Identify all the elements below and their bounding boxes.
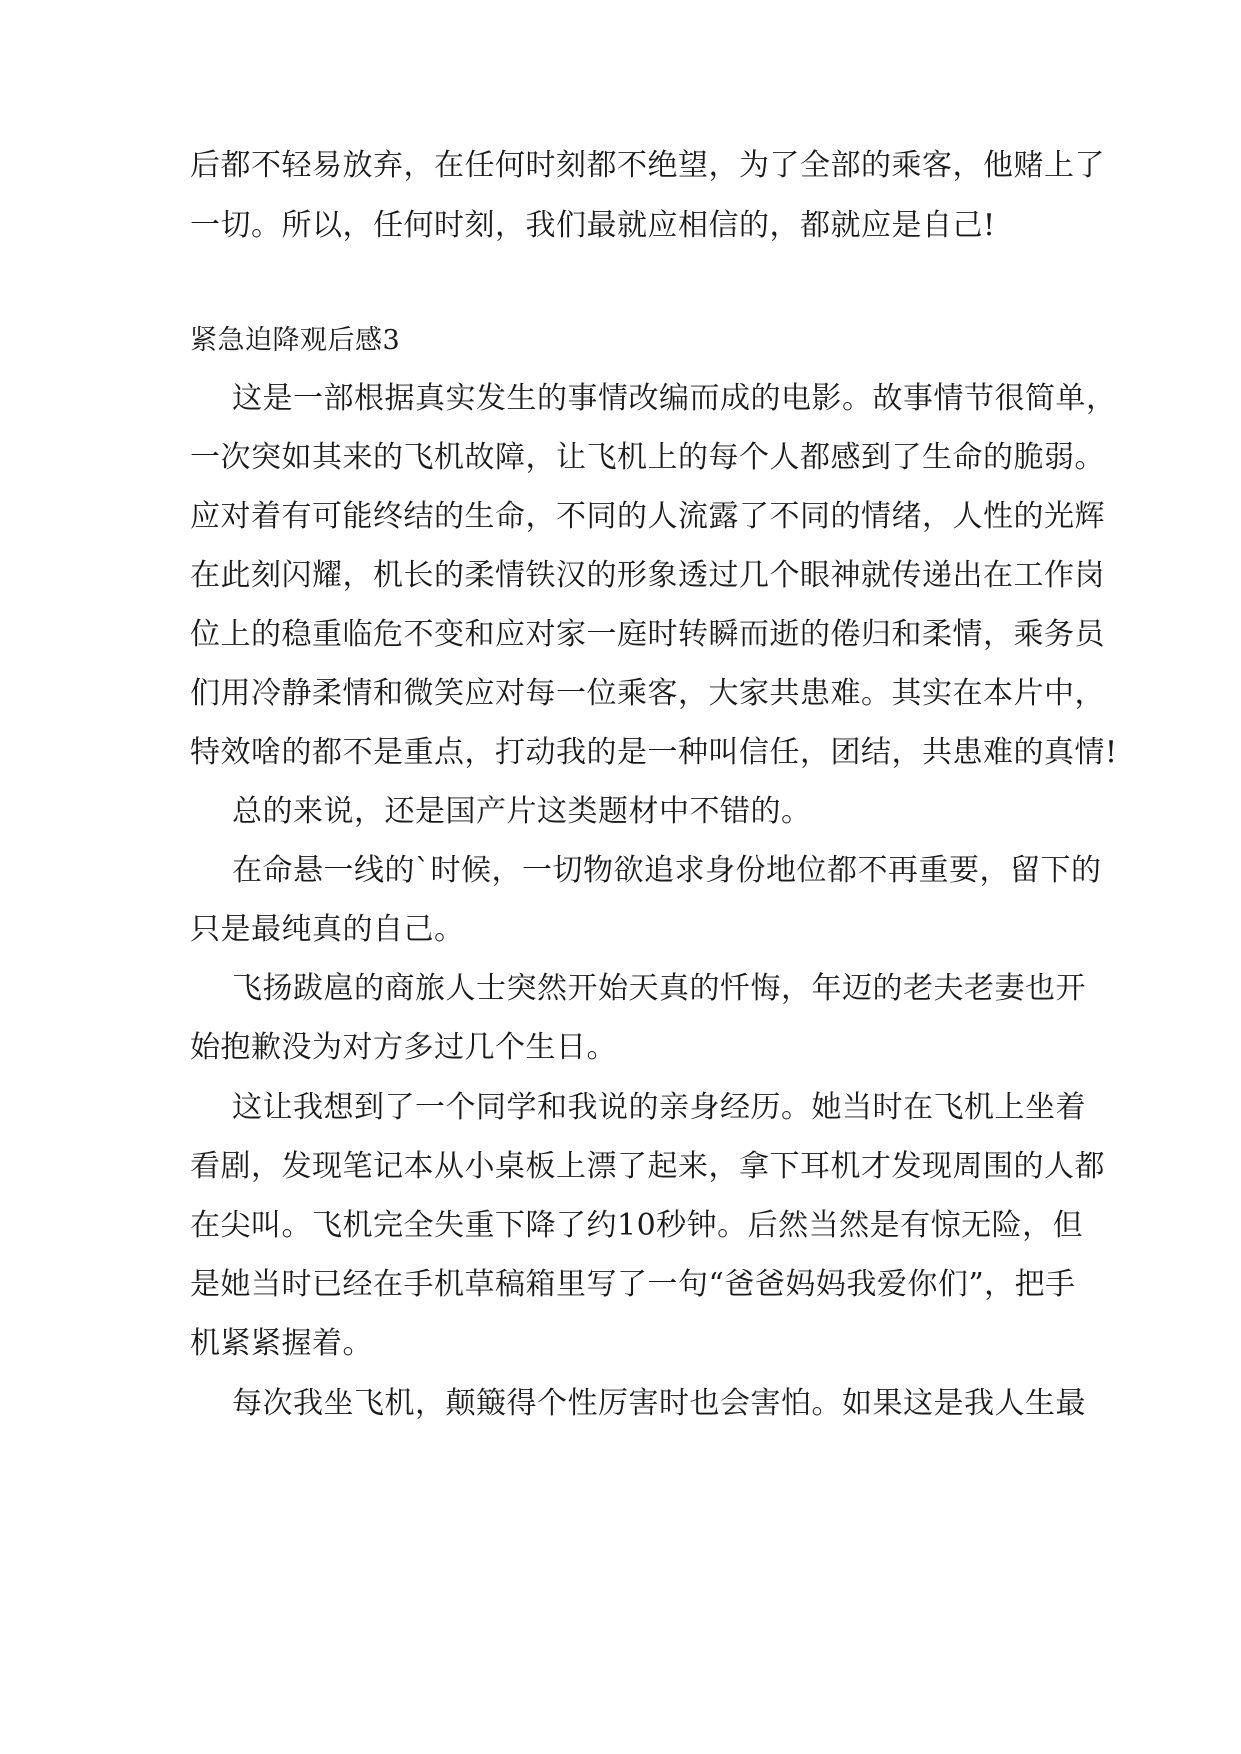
paragraph-line: 始抱歉没为对方多过几个生日。	[190, 1030, 617, 1065]
paragraph-line: 飞扬跋扈的商旅人士突然开始天真的忏悔，年迈的老夫老妻也开	[232, 971, 1086, 1006]
paragraph-line: 这是一部根据真实发生的事情改编而成的电影。故事情节很简单，	[232, 381, 1117, 416]
paragraph-line: 这让我想到了一个同学和我说的亲身经历。她当时在飞机上坐着	[232, 1090, 1086, 1125]
paragraph-line: 总的来说，还是国产片这类题材中不错的。	[232, 794, 812, 829]
paragraph-line: 只是最纯真的自己。	[190, 912, 465, 947]
paragraph-line: 应对着有可能终结的生命，不同的人流露了不同的情绪，人性的光辉	[190, 499, 1105, 534]
paragraph-line: 机紧紧握着。	[190, 1326, 373, 1361]
continuation-line: 一切。所以，任何时刻，我们最就应相信的，都就应是自己!	[190, 208, 996, 243]
paragraph-line: 位上的稳重临危不变和应对家一庭时转瞬而逝的倦归和柔情，乘务员	[190, 617, 1105, 652]
section-title: 紧急迫降观后感3	[190, 325, 401, 356]
paragraph-line: 在尖叫。飞机完全失重下降了约10秒钟。后然当然是有惊无险，但	[190, 1208, 1084, 1243]
paragraph-line: 在命悬一线的`时候，一切物欲追求身份地位都不再重要，留下的	[232, 853, 1102, 888]
paragraph-line: 特效啥的都不是重点，打动我的是一种叫信任，团结，共患难的真情!	[190, 735, 1118, 770]
paragraph-line: 是她当时已经在手机草稿箱里写了一句“爸爸妈妈我爱你们”，把手	[190, 1267, 1076, 1302]
paragraph-line: 们用冷静柔情和微笑应对每一位乘客，大家共患难。其实在本片中，	[190, 676, 1105, 711]
paragraph-line: 每次我坐飞机，颠簸得个性厉害时也会害怕。如果这是我人生最	[232, 1386, 1086, 1421]
paragraph-line: 看剧，发现笔记本从小桌板上漂了起来，拿下耳机才发现周围的人都	[190, 1149, 1105, 1184]
paragraph-line: 一次突如其来的飞机故障，让飞机上的每个人都感到了生命的脆弱。	[190, 440, 1105, 475]
continuation-line: 后都不轻易放弃，在任何时刻都不绝望，为了全部的乘客，他赌上了	[190, 148, 1105, 183]
paragraph-line: 在此刻闪耀，机长的柔情铁汉的形象透过几个眼神就传递出在工作岗	[190, 558, 1105, 593]
